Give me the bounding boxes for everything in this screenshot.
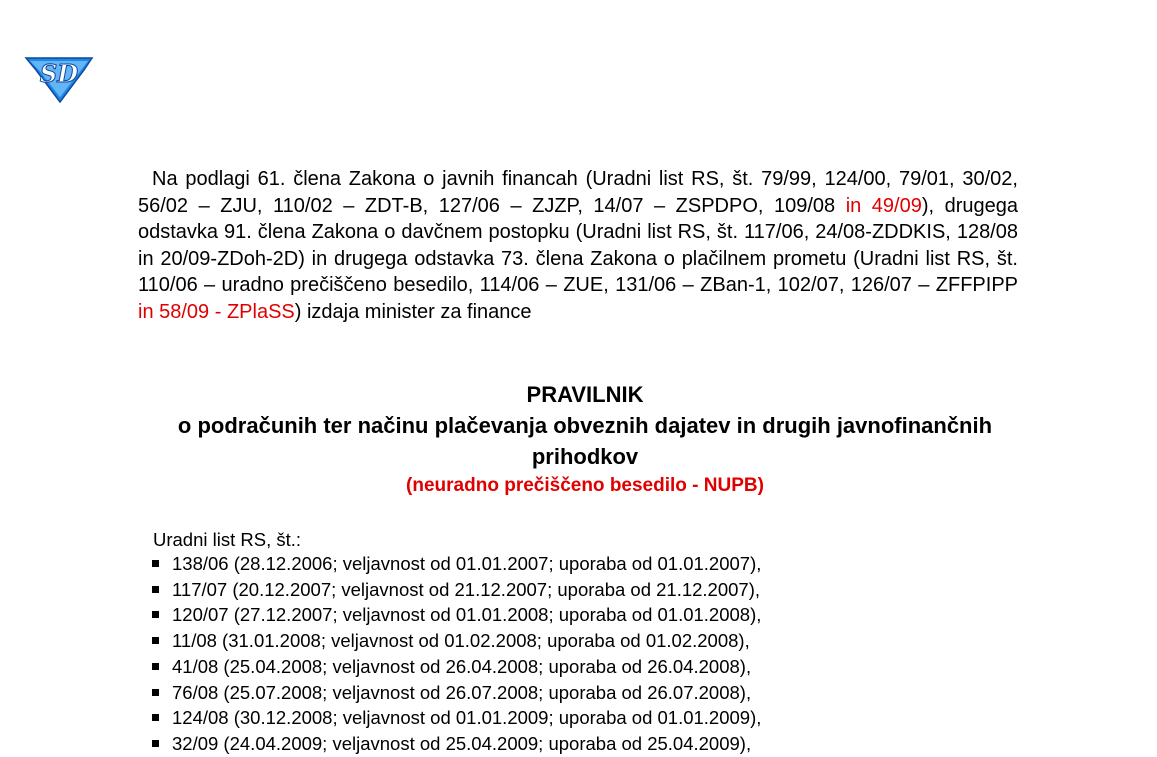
list-item-text: 76/08 (25.07.2008; veljavnost od 26.07.2008; uporaba od 26.07.2008), xyxy=(172,681,752,703)
list-item-text: 41/08 (25.04.2008; veljavnost od 26.04.2008; uporaba od 26.04.2008), xyxy=(172,655,752,677)
intro-text-part-1: Na podlagi 61. člena Zakona o javnih financah (Uradni list RS, št. 79/99, 124/00, 79/01, 30/02, 56/02 – ZJU, 110/02 – ZDT-B, 127/06 – ZJZP, 14/07 – ZSPDPO, 109/08 xyxy=(138,168,1018,217)
intro-text-part-3: ) izdaja minister za finance xyxy=(294,300,532,323)
bullet-icon xyxy=(152,689,159,696)
gazette-list xyxy=(152,551,761,757)
document-title xyxy=(138,380,1032,500)
bullet-icon xyxy=(152,714,159,721)
list-item-text: 32/09 (24.04.2009; veljavnost od 25.04.2009; uporaba od 25.04.2009), xyxy=(172,732,752,754)
bullet-icon xyxy=(152,560,159,567)
intro-text-part-2: ), drugega odstavka 91. člena Zakona o davčnem postopku (Uradni list RS, št. 117/06, 24/08-ZDDKIS, 128/08 in 20/09-ZDoh-2D) in drugega odstavka 73. člena Zakona o plačilnem prometu (Uradni list RS, št. 110/06 – uradno prečiščeno besedilo, 114/06 – ZUE, 131/06 – ZBan-1, 102/07, 126/07 – ZFFPIPP xyxy=(138,194,1019,296)
bullet-icon xyxy=(152,663,159,670)
bullet-icon xyxy=(152,637,159,644)
list-item xyxy=(152,731,761,757)
list-item xyxy=(152,680,761,706)
list-item-text: 120/07 (27.12.2007; veljavnost od 01.01.2008; uporaba od 01.01.2008), xyxy=(172,604,762,626)
bullet-icon xyxy=(152,740,159,747)
bullet-icon xyxy=(152,586,159,593)
list-item-text: 11/08 (31.01.2008; veljavnost od 01.02.2008; uporaba od 01.02.2008), xyxy=(172,630,750,652)
svg-text:SD: SD xyxy=(39,59,79,88)
gazette-label: Uradni list RS, št.: xyxy=(153,529,302,550)
list-item-text: 117/07 (20.12.2007; veljavnost od 21.12.2007; uporaba od 21.12.2007), xyxy=(172,578,761,600)
list-item xyxy=(152,551,761,577)
list-item xyxy=(152,705,761,731)
list-item-text: 124/08 (30.12.2008; veljavnost od 01.01.2009; uporaba od 01.01.2009), xyxy=(172,707,762,729)
list-item xyxy=(152,577,761,603)
legal-basis-paragraph xyxy=(138,166,1018,325)
intro-amendment-2: in 58/09 - ZPlaSS xyxy=(138,300,295,323)
sd-logo-icon xyxy=(22,48,96,104)
bullet-icon xyxy=(152,611,159,618)
intro-amendment-1: in 49/09 xyxy=(845,194,922,217)
list-item xyxy=(152,628,761,654)
title-note: (neuradno prečiščeno besedilo - NUPB) xyxy=(406,475,764,496)
list-item xyxy=(152,602,761,628)
list-item xyxy=(152,654,761,680)
list-item-text: 138/06 (28.12.2006; veljavnost od 01.01.2007; uporaba od 01.01.2007), xyxy=(172,553,762,574)
title-main: PRAVILNIK xyxy=(526,382,644,407)
title-subtitle: o podračunih ter načinu plačevanja obveznih dajatev in drugih javnofinančnih prihodkov xyxy=(177,413,993,469)
